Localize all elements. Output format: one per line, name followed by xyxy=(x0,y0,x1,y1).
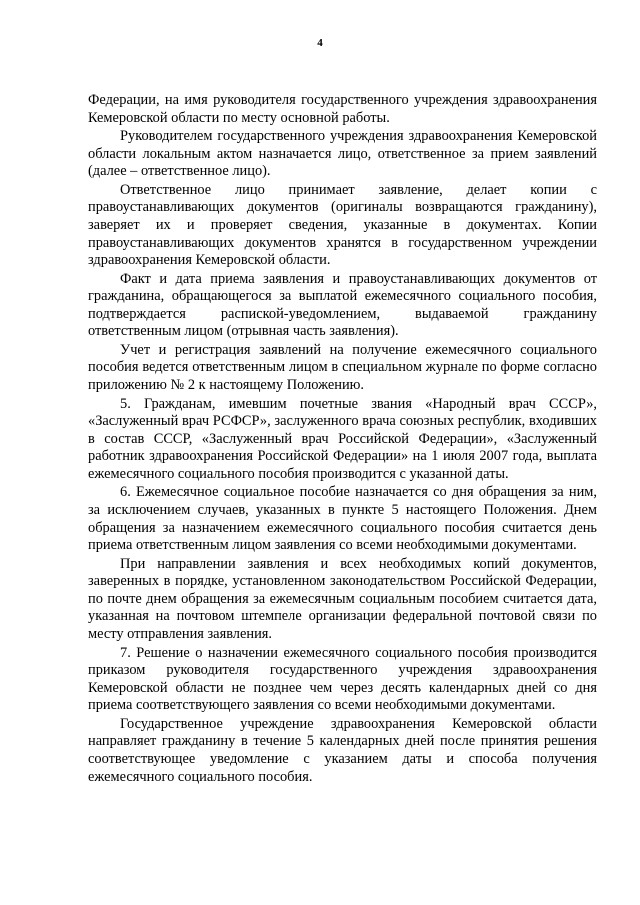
paragraph: 7. Решение о назначении ежемесячного социального пособия производится приказом руководителя государственного учреждения здравоохранения Кемеровской области не позднее чем через десять календарных дней со дня приема соответствующего заявления со всеми необходимыми документами. xyxy=(88,644,597,714)
paragraph: Руководителем государственного учреждения здравоохранения Кемеровской области локальным актом назначается лицо, ответственное за прием заявлений (далее – ответственное лицо). xyxy=(88,128,597,180)
paragraph: 5. Гражданам, имевшим почетные звания «Народный врач СССР», «Заслуженный врач РСФСР», заслуженного врача союзных республик, входивших в состав СССР, «Заслуженный врач Российской Федерации», «Заслуженный работник здравоохранения Российской Федерации» на 1 июля 2007 года, выплата ежемесячного социального пособия производится с указанной даты. xyxy=(88,395,597,482)
page-number: 4 xyxy=(317,37,323,49)
paragraph: Ответственное лицо принимает заявление, делает копии с правоустанавливающих документов (оригиналы возвращаются гражданину), заверяет их и проверяет сведения, указанные в документах. Копии правоустанавливающих документов хранятся в государственном учреждении здравоохранения Кемеровской области. xyxy=(88,181,597,269)
paragraph: Учет и регистрация заявлений на получение ежемесячного социального пособия ведется ответственным лицом в специальном журнале по форме согласно приложению № 2 к настоящему Положению. xyxy=(88,341,597,394)
paragraph: Федерации, на имя руководителя государственного учреждения здравоохранения Кемеровской области по месту основной работы. xyxy=(88,92,597,126)
paragraph: 6. Ежемесячное социальное пособие назначается со дня обращения за ним, за исключением случаев, указанных в пункте 5 настоящего Положения. Днем обращения за назначением ежемесячного социального пособия считается день приема ответственным лицом заявления со всеми необходимыми документами. xyxy=(88,484,597,554)
paragraph: Государственное учреждение здравоохранения Кемеровской области направляет гражданину в течение 5 календарных дней после принятия решения соответствующее уведомление с указанием даты и способа получения ежемесячного социального пособия. xyxy=(88,715,597,785)
paragraph: Факт и дата приема заявления и правоустанавливающих документов от гражданина, обращающегося за выплатой ежемесячного социального пособия, подтверждается распиской-уведомлением, выдаваемой гражданину ответственным лицом (отрывная часть заявления). xyxy=(88,270,597,340)
document-body xyxy=(88,92,597,787)
paragraph: При направлении заявления и всех необходимых копий документов, заверенных в порядке, установленном законодательством Российской Федерации, по почте днем обращения за ежемесячным социальным пособием считается дата, указанная на почтовом штемпеле организации федеральной почтовой связи по месту отправления заявления. xyxy=(88,555,597,643)
